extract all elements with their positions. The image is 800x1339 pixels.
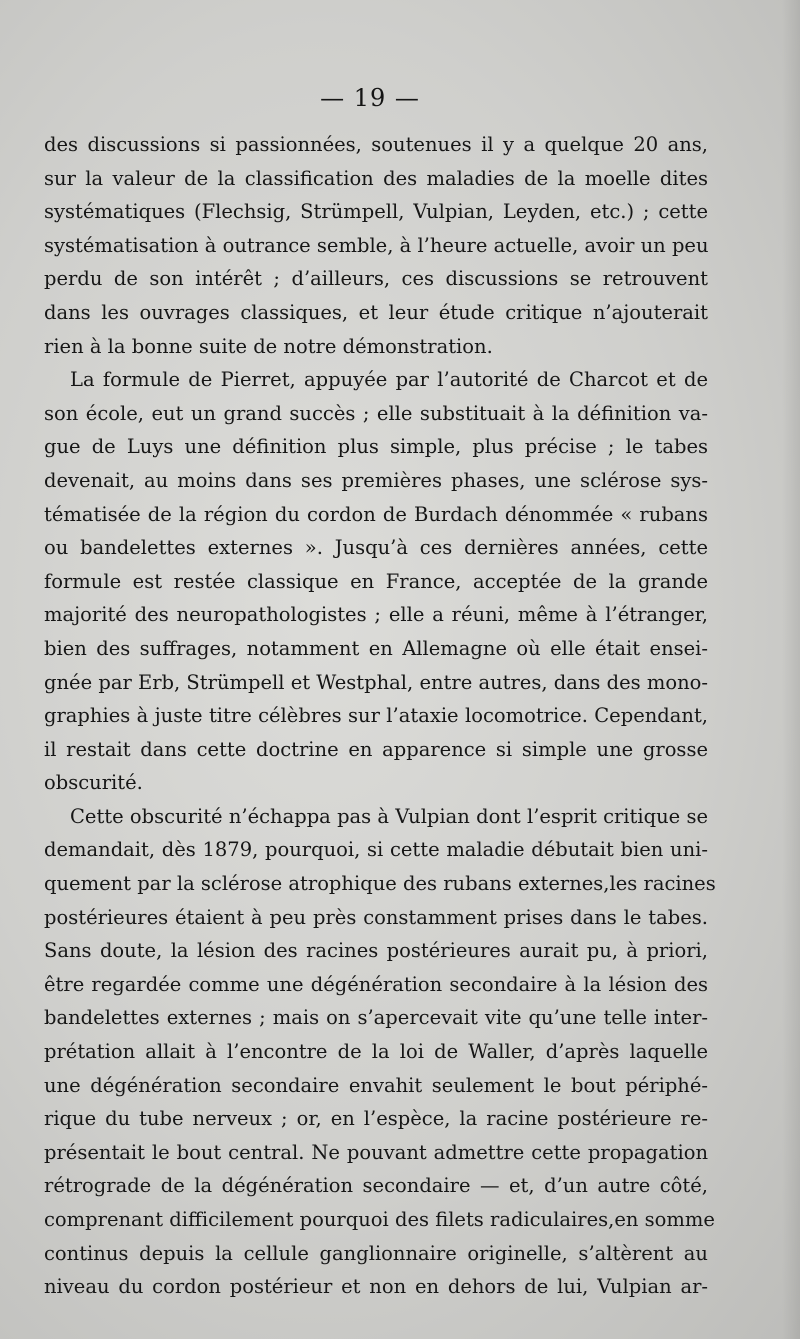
text-line: être regardée comme une dégénération secondaire à la lésion des [44,972,708,996]
text-line: bandelettes externes ; mais on s’apercevait vite qu’une telle inter- [44,1006,708,1030]
text-line: des discussions si passionnées, soutenues il y a quelque 20 ans, [44,133,708,156]
text-line: continus depuis la cellule ganglionnaire originelle, s’altèrent au [44,1241,708,1265]
page-body-text [44,128,716,1304]
text-line: Sans doute, la lésion des racines postérieures aurait pu, à priori, [44,939,708,963]
text-line: ou bandelettes externes ». Jusqu’à ces dernières années, cette [44,536,708,560]
text-line: bien des suffrages, notamment en Allemagne où elle était ensei- [44,636,708,660]
text-line: rétrograde de la dégénération secondaire — et, d’un autre côté, [44,1174,708,1198]
text-line: perdu de son intérêt ; d’ailleurs, ces discussions se retrouvent [44,267,708,291]
text-line: rien à la bonne suite de notre démonstration. [44,334,493,358]
text-line: demandait, dès 1879, pourquoi, si cette maladie débutait bien uni- [44,838,708,862]
page-edge-shadow [782,0,800,1339]
text-line: une dégénération secondaire envahit seulement le bout périphé- [44,1073,708,1097]
text-line: niveau du cordon postérieur et non en dehors de lui, Vulpian ar- [44,1275,708,1299]
page-number: — 19 — [320,84,420,112]
text-line: systématiques (Flechsig, Strümpell, Vulpian, Leyden, etc.) ; cette [44,200,708,224]
text-line: quement par la sclérose atrophique des rubans externes,les racines [44,872,716,896]
text-line: devenait, au moins dans ses premières phases, une sclérose sys- [44,468,708,492]
text-line: comprenant difficilement pourquoi des filets radiculaires,en somme [44,1208,715,1231]
text-line: rique du tube nerveux ; or, en l’espèce, la racine postérieure re- [44,1107,708,1131]
text-line: obscurité. [44,771,143,795]
text-line: dans les ouvrages classiques, et leur étude critique n’ajouterait [44,300,708,324]
text-line: gue de Luys une définition plus simple, plus précise ; le tabes [44,435,708,459]
text-line: majorité des neuropathologistes ; elle a réuni, même à l’étranger, [44,603,708,627]
text-line: postérieures étaient à peu près constamment prises dans le tabes. [44,905,708,929]
text-line: formule est restée classique en France, acceptée de la grande [44,569,708,593]
text-line: systématisation à outrance semble, à l’heure actuelle, avoir un peu [44,233,709,257]
text-line: gnée par Erb, Strümpell et Westphal, entre autres, dans des mono- [44,670,708,694]
text-line: La formule de Pierret, appuyée par l’autorité de Charcot et de [70,368,708,392]
text-line: sur la valeur de la classification des maladies de la moelle dites [44,166,708,190]
text-line: prétation allait à l’encontre de la loi de Waller, d’après laquelle [44,1040,708,1064]
text-line: son école, eut un grand succès ; elle substituait à la définition va- [44,401,708,425]
text-line: il restait dans cette doctrine en apparence si simple une grosse [44,737,708,761]
text-line: tématisée de la région du cordon de Burdach dénommée « rubans [44,502,708,526]
text-line: présentait le bout central. Ne pouvant admettre cette propagation [44,1140,708,1164]
text-line: graphies à juste titre célèbres sur l’ataxie locomotrice. Cependant, [44,704,708,728]
text-line: Cette obscurité n’échappa pas à Vulpian dont l’esprit critique se [70,804,708,828]
